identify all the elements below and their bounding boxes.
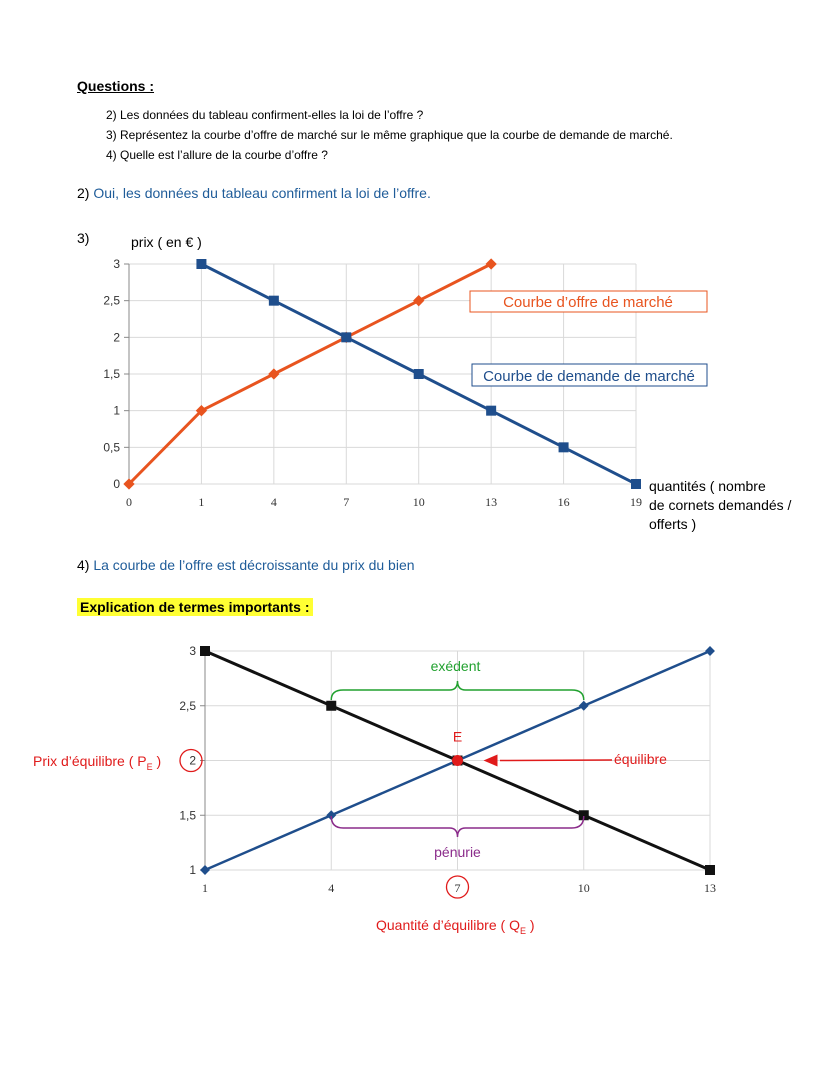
x-tick-label: 16	[557, 495, 570, 509]
x-tick-label: 1	[202, 881, 208, 895]
y-tick-label: 0,5	[103, 440, 120, 455]
question-4: 4) Quelle est l’allure de la courbe d’offre ?	[106, 148, 328, 162]
price-equilibrium-label: Prix d’équilibre ( $P_E$ )	[33, 753, 162, 772]
question-3: 3) Représentez la courbe d’offre de marché sur le même graphique que la courbe de demande de marché.	[106, 128, 673, 142]
x-tick-label: 7	[454, 881, 461, 895]
answer-4-number: 4)	[77, 557, 90, 573]
answer-2-text: Oui, les données du tableau confirment la loi de l’offre.	[93, 185, 431, 201]
answer-4-text: La courbe de l’offre est décroissante du prix du bien	[93, 557, 415, 573]
y-tick-label: 2	[189, 753, 196, 768]
y-tick-label: 1	[113, 403, 120, 418]
y-tick-label: 1,5	[179, 808, 196, 823]
x-tick-label: 19	[630, 495, 642, 509]
x-tick-label: 0	[126, 495, 132, 509]
equilibrium-arrow-line	[500, 760, 612, 761]
answer-3-number: 3)	[77, 230, 90, 246]
x-axis-label-line: quantités ( nombre	[649, 478, 766, 494]
x-tick-label: 13	[704, 881, 716, 895]
demand-point	[200, 646, 210, 656]
x-tick-label: 7	[343, 495, 350, 509]
y-tick-label: 3	[113, 257, 120, 271]
x-tick-label: 4	[270, 495, 277, 509]
answer-2-number: 2)	[77, 185, 90, 201]
y-tick-label: 2	[113, 330, 120, 345]
explication-title: Explication de termes importants :	[77, 598, 313, 616]
demand-point	[326, 701, 336, 711]
supply-point	[579, 701, 589, 711]
y-tick-label: 3	[189, 644, 196, 658]
demand-point	[705, 865, 715, 875]
equilibrium-point-label: E	[452, 728, 463, 745]
y-tick-label: 2,5	[179, 698, 196, 713]
supply-point	[705, 646, 715, 656]
equilibrium-arrow-head	[484, 755, 498, 767]
shortage-label: pénurie	[434, 844, 481, 860]
y-tick-label: 0	[113, 477, 120, 491]
equilibrium-point	[452, 755, 463, 766]
y-axis-label: prix ( en € )	[131, 234, 202, 250]
x-tick-label: 13	[485, 495, 498, 509]
y-tick-label: 1	[189, 863, 196, 877]
supply-point	[200, 865, 210, 875]
quantity-equilibrium-label: Quantité d’équilibre ( $Q_E$ )	[376, 917, 535, 936]
x-axis-label-line: offerts )	[649, 516, 697, 532]
x-axis-label-line: de cornets demandés /	[649, 497, 792, 513]
x-tick-label: 4	[328, 881, 335, 895]
question-2: 2) Les données du tableau confirment-elles la loi de l’offre ?	[106, 108, 424, 122]
equilibrium-label: équilibre	[614, 751, 667, 767]
x-tick-label: 10	[577, 881, 590, 895]
questions-title: Questions :	[77, 78, 155, 94]
x-tick-label: 10	[412, 495, 425, 509]
supply-legend-label: Courbe d’offre de marché	[503, 294, 673, 311]
demand-legend-label: Courbe de demande de marché	[483, 368, 695, 385]
x-tick-label: 1	[198, 495, 205, 509]
y-tick-label: 1,5	[103, 367, 120, 381]
surplus-label: exédent	[430, 658, 481, 674]
y-tick-label: 2,5	[103, 293, 120, 308]
